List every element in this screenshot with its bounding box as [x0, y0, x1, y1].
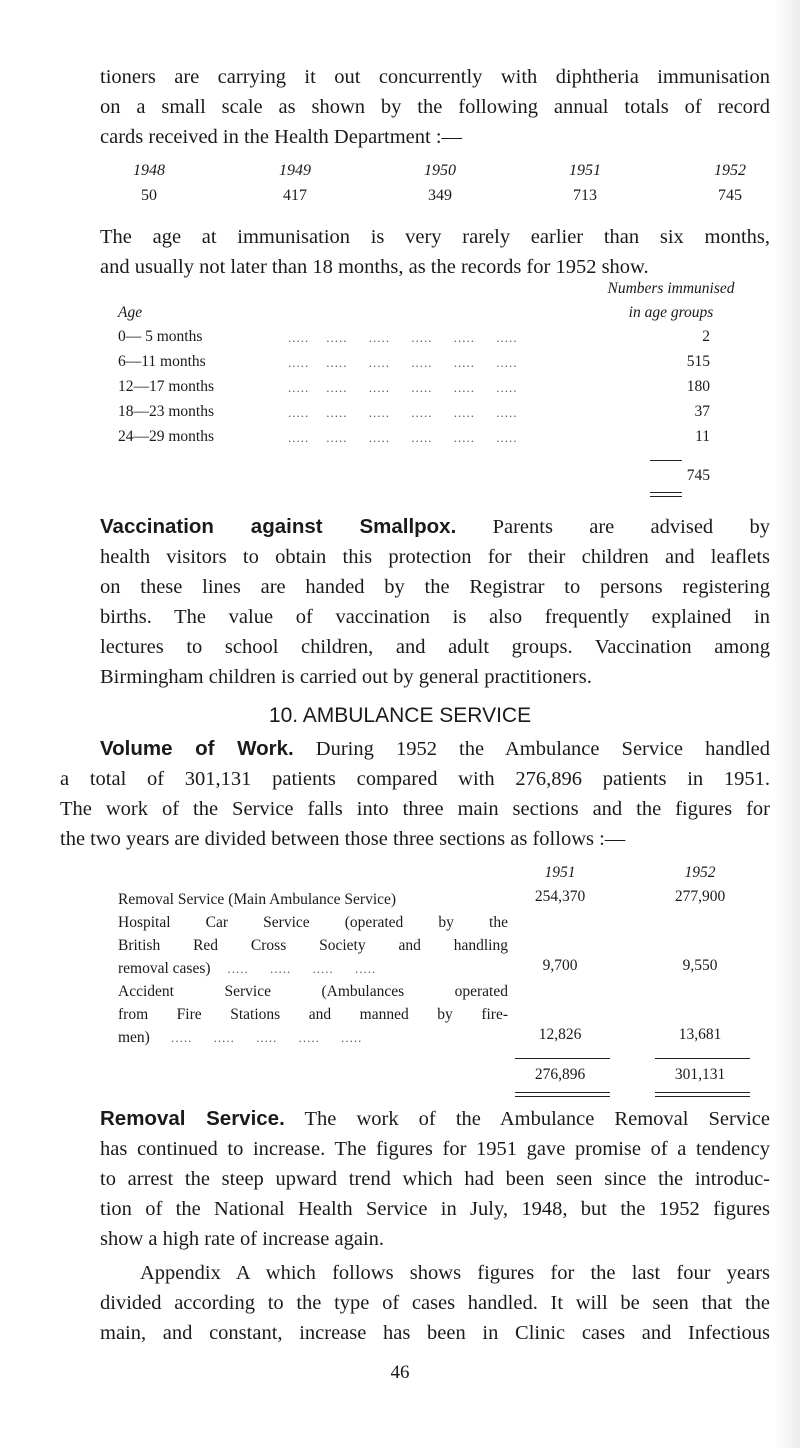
row-text-line	[118, 1026, 508, 1049]
text-line: a total of 301,131 patients compared with 276,896 patients in 1951.	[60, 768, 770, 790]
leader-dots: ..... ..... ..... ..... ..... .....	[288, 330, 518, 345]
numbers-header: in age groups	[628, 304, 714, 321]
text-line: tion of the National Health Service in July, 1948, but the 1952 figures	[100, 1198, 770, 1220]
total-rule	[515, 1058, 610, 1059]
age-header: Age	[118, 304, 143, 321]
appendix-paragraph	[100, 1258, 770, 1348]
text-line: has continued to increase. The figures for 1951 gave promise of a tendency	[100, 1138, 770, 1160]
age-count: 180	[686, 378, 710, 395]
value-1951: 254,370	[534, 888, 586, 905]
text-run: Parents are advised by	[456, 516, 770, 538]
year-header: 1951	[569, 162, 601, 179]
table-row-label	[118, 980, 508, 1049]
text-line	[100, 1104, 770, 1134]
age-count: 11	[695, 428, 710, 445]
text-line	[60, 734, 770, 764]
row-text-line: Hospital Car Service (operated by the	[118, 914, 508, 931]
text-line: cards received in the Health Department :—	[100, 126, 463, 148]
leader-dots: ..... ..... ..... ..... ..... .....	[288, 405, 518, 420]
row-text-line: Accident Service (Ambulances operated	[118, 983, 508, 1000]
text-line: births. The value of vaccination is also frequently explained in	[100, 606, 770, 628]
value-1952: 9,550	[682, 957, 718, 974]
year-header: 1952	[684, 864, 716, 881]
text-line: lectures to school children, and adult groups. Vaccination among	[100, 636, 770, 658]
age-count: 37	[694, 403, 710, 420]
total-double-rule	[655, 1092, 750, 1093]
intro-paragraph	[100, 62, 770, 152]
text-line: main, and constant, increase has been in Clinic cases and Infectious	[100, 1322, 770, 1344]
total-double-rule	[650, 496, 682, 497]
row-text-run: men)	[118, 1029, 150, 1046]
text-line: The age at immunisation is very rarely earlier than six months,	[100, 226, 770, 248]
year-header: 1949	[279, 162, 311, 179]
vaccination-paragraph	[100, 512, 770, 692]
age-label: 6—11 months	[118, 353, 206, 370]
row-text-line: Removal Service (Main Ambulance Service)	[118, 891, 397, 908]
section-heading: 10. AMBULANCE SERVICE	[268, 704, 532, 727]
value-1951: 12,826	[538, 1026, 582, 1043]
row-text-run: removal cases)	[118, 960, 211, 977]
value-1952: 13,681	[678, 1026, 722, 1043]
volume-heading: Volume of Work.	[100, 737, 294, 760]
text-run: During 1952 the Ambulance Service handled	[293, 738, 770, 760]
text-line: and usually not later than 18 months, as the records for 1952 show.	[100, 256, 649, 278]
text-line: on a small scale as shown by the following annual totals of record	[100, 96, 770, 118]
leader-dots: ..... ..... ..... ..... ..... .....	[288, 430, 518, 445]
text-line	[100, 512, 770, 542]
volume-paragraph	[60, 734, 770, 854]
value-1951: 9,700	[542, 957, 578, 974]
text-line: The work of the Service falls into three main sections and the figures for	[60, 798, 770, 820]
age-total: 745	[686, 467, 710, 484]
row-text-line: British Red Cross Society and handling	[118, 937, 508, 954]
year-header: 1950	[424, 162, 456, 179]
vaccination-heading: Vaccination against Smallpox.	[100, 515, 457, 538]
table-row-label	[118, 888, 508, 911]
age-label: 0— 5 months	[118, 328, 203, 345]
year-header: 1951	[544, 864, 576, 881]
leader-dots: ..... ..... ..... .....	[210, 961, 377, 976]
year-value: 417	[283, 187, 307, 204]
text-line: Birmingham children is carried out by general practitioners.	[100, 666, 592, 688]
text-line: tioners are carrying it out concurrently with diphtheria immunisation	[100, 66, 770, 88]
leader-dots: ..... ..... ..... ..... ..... .....	[288, 380, 518, 395]
page-number: 46	[390, 1362, 410, 1383]
year-value: 349	[428, 187, 452, 204]
text-line: on these lines are handed by the Registrar to persons registering	[100, 576, 770, 598]
text-line: to arrest the steep upward trend which had been seen since the introduc-	[100, 1168, 770, 1190]
total-1951: 276,896	[534, 1066, 586, 1083]
total-double-rule	[650, 492, 682, 493]
year-header: 1952	[714, 162, 746, 179]
row-text-line	[118, 957, 508, 980]
age-label: 18—23 months	[118, 403, 215, 420]
year-header: 1948	[133, 162, 165, 179]
text-line: show a high rate of increase again.	[100, 1228, 385, 1250]
value-1952: 277,900	[674, 888, 726, 905]
text-run: The work of the Ambulance Removal Service	[284, 1108, 770, 1130]
age-label: 12—17 months	[118, 378, 215, 395]
text-line: Appendix A which follows shows figures for the last four years	[140, 1262, 770, 1284]
year-value: 713	[573, 187, 597, 204]
leader-dots: ..... ..... ..... ..... ..... .....	[288, 355, 518, 370]
removal-paragraph	[100, 1104, 770, 1254]
total-1952: 301,131	[674, 1066, 726, 1083]
leader-dots: ..... ..... ..... ..... .....	[149, 1030, 363, 1045]
age-count: 2	[702, 328, 710, 345]
total-double-rule	[655, 1096, 750, 1097]
age-count: 515	[686, 353, 710, 370]
text-line: the two years are divided between those three sections as follows :—	[60, 828, 626, 850]
removal-heading: Removal Service.	[100, 1107, 285, 1130]
year-value: 50	[141, 187, 157, 204]
total-double-rule	[515, 1096, 610, 1097]
year-value: 745	[718, 187, 742, 204]
text-line: divided according to the type of cases handled. It will be seen that the	[100, 1292, 770, 1314]
age-paragraph	[100, 222, 770, 282]
total-rule	[655, 1058, 750, 1059]
numbers-header: Numbers immunised	[607, 280, 735, 297]
total-double-rule	[515, 1092, 610, 1093]
row-text-line: from Fire Stations and manned by fire-	[118, 1006, 508, 1023]
table-row-label	[118, 911, 508, 980]
total-rule	[650, 460, 682, 461]
age-label: 24—29 months	[118, 428, 215, 445]
text-line: health visitors to obtain this protection for their children and leaflets	[100, 546, 770, 568]
